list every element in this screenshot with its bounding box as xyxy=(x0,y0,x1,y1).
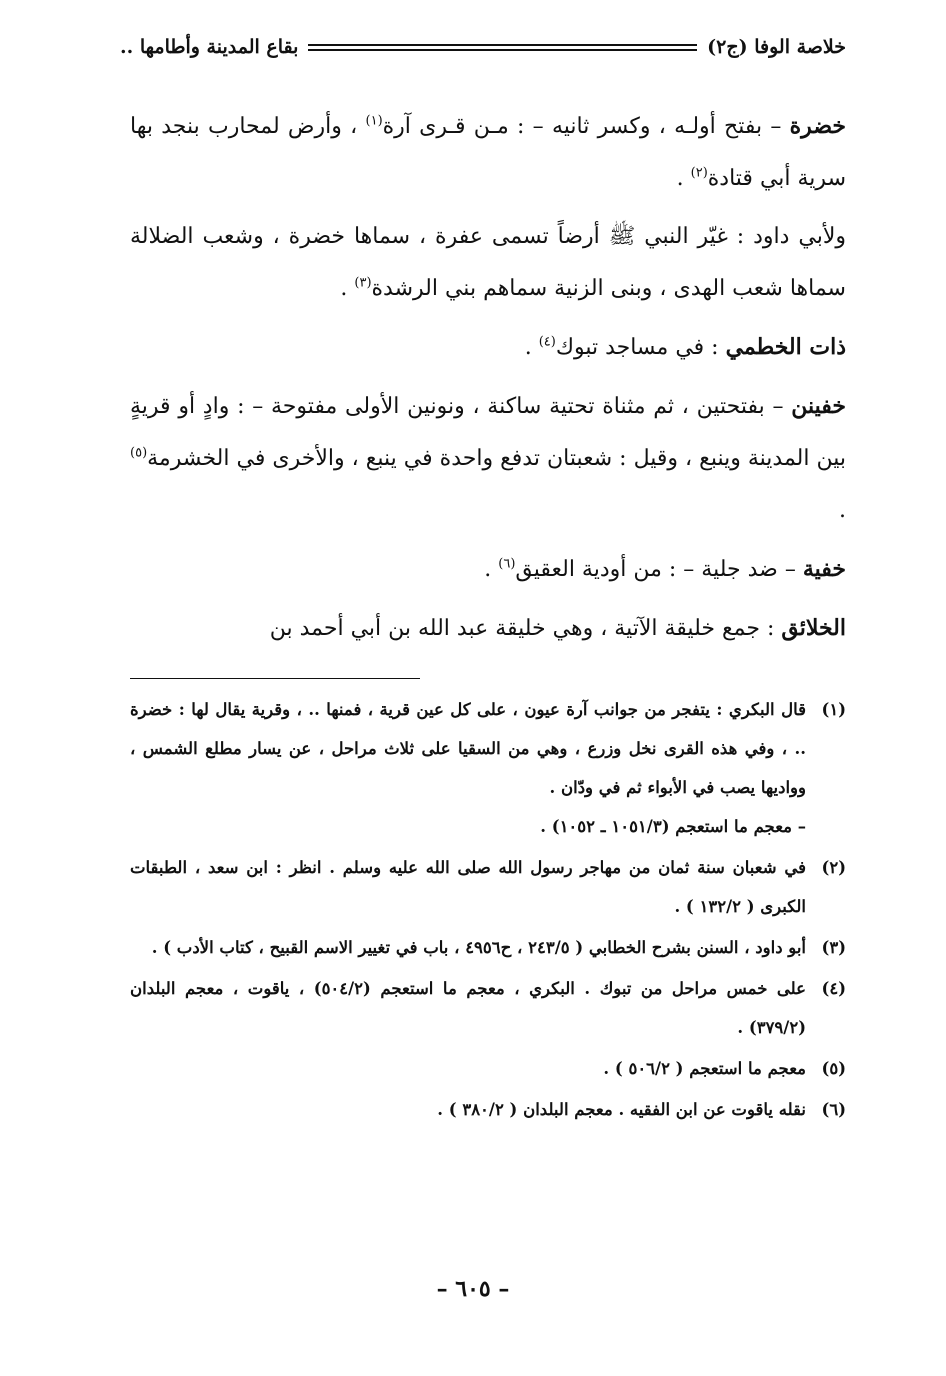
entry-text: ولأبي داود : غيّر النبي ﷺ أرضاً تسمى عفرة ، سماها خضرة ، وشعب الضلالة سماها شعب الهدى ، وبنى الزنية سماهم بني الرشدة xyxy=(130,224,846,301)
footnote-ref: (٣) xyxy=(354,275,372,291)
main-text xyxy=(130,100,846,661)
entry-paragraph xyxy=(130,543,846,596)
footnote-number: (٤) xyxy=(821,979,846,998)
footnote-number: (٢) xyxy=(821,858,846,877)
footnote xyxy=(130,1090,846,1129)
entry-text: . xyxy=(524,335,539,360)
entry-term: خفينن xyxy=(791,393,846,419)
footnote-body xyxy=(130,848,806,926)
footnote xyxy=(130,1049,846,1088)
entry-text: . xyxy=(484,557,499,582)
footnote-number: (١) xyxy=(821,700,846,719)
entry-text: – بفتح أولـه ، وكسر ثانيه – : مـن قـرى آرة xyxy=(382,114,790,139)
entry-term: خفية xyxy=(802,556,846,582)
footnote-line: قال البكري : يتفجر من جوانب آرة عيون ، على كل عين قرية ، فمنها .. ، وقرية يقال لها : خضرة .. ، وفي هذه القرى نخل وزرع ، وهي من السقيا على ثلاث مراحل ، عن يسار مطلع الشمس ، وواديها يصب في الأبواء ثم في ودّان . xyxy=(130,700,806,797)
entry-paragraph xyxy=(130,380,846,537)
entry-term: خضرة xyxy=(789,113,846,139)
footnote-ref: (١) xyxy=(365,113,383,129)
footnote-line: في شعبان سنة ثمان من مهاجر رسول الله صلى الله عليه وسلم . انظر : ابن سعد ، الطبقات الكبرى ( ١٣٢/٢ ) . xyxy=(130,858,806,916)
entry-text: – ضد جلية – : من أودية العقيق xyxy=(515,557,803,582)
entry-text: . xyxy=(839,498,846,523)
footnote-body xyxy=(130,969,806,1047)
footnote xyxy=(130,848,846,926)
footnote-line: أبو داود ، السنن بشرح الخطابي ( ٢٤٣/٥ ، ح٤٩٥٦ ، باب في تغيير الاسم القبيح ، كتاب الأدب ) . xyxy=(151,938,806,957)
footnote-number: (٦) xyxy=(821,1100,846,1119)
footnote-line: – معجم ما استعجم (١٠٥١/٣ ـ ١٠٥٢) . xyxy=(540,817,806,836)
running-header xyxy=(120,30,846,64)
footnote-line: معجم ما استعجم ( ٥٠٦/٢ ) . xyxy=(603,1059,806,1078)
page-number: – ٦٠٥ – xyxy=(436,1276,510,1302)
footnote-ref: (٦) xyxy=(498,556,516,572)
footnote-number: (٣) xyxy=(821,938,846,957)
entry-paragraph xyxy=(130,100,846,205)
footnote xyxy=(130,928,846,967)
footnote-body xyxy=(130,928,806,967)
footnote-number: (٥) xyxy=(821,1059,846,1078)
entry-paragraph xyxy=(130,211,846,315)
footnote-line: على خمس مراحل من تبوك . البكري ، معجم ما استعجم (٥٠٤/٢) ، ياقوت ، معجم البلدان (٣٧٩/٢) . xyxy=(130,979,806,1037)
entry-text: : جمع خليقة الآتية ، وهي خليقة عبد الله بن أبي أحمد بن xyxy=(269,616,782,641)
entry-text: . xyxy=(340,276,355,301)
footnote-separator xyxy=(130,678,420,679)
entry-text: ، وأرض لمحارب بنجد بها سرية أبي قتادة xyxy=(130,114,846,191)
footnote xyxy=(130,969,846,1047)
footnote-ref: (٢) xyxy=(690,165,708,181)
entry-paragraph xyxy=(130,602,846,655)
header-section-title: بقاع المدينة وأطامها .. xyxy=(120,36,299,58)
footnote-body xyxy=(130,690,806,846)
footnote-body xyxy=(130,1049,806,1088)
footnote-ref: (٥) xyxy=(130,445,148,461)
footnotes xyxy=(130,690,846,1131)
entry-term: ذات الخطمي xyxy=(725,334,846,360)
entry-text: : في مساجد تبوك xyxy=(555,335,726,360)
footnote xyxy=(130,690,846,846)
entry-text: – بفتحتين ، ثم مثناة تحتية ساكنة ، ونونين الأولى مفتوحة – : وادٍ أو قريةٍ بين المدينة وينبع ، وقيل : شعبتان تدفع واحدة في ينبع ، والأخرى في الخشرمة xyxy=(130,394,846,471)
entry-paragraph xyxy=(130,321,846,374)
footnote-ref: (٤) xyxy=(538,334,556,350)
entry-term: الخلائق xyxy=(781,615,846,641)
header-volume-title: خلاصة الوفا (ج٢) xyxy=(707,36,846,58)
header-rule xyxy=(308,44,697,51)
entry-text: . xyxy=(676,166,691,191)
footnote-line: نقله ياقوت عن ابن الفقيه . معجم البلدان ( ٣٨٠/٢ ) . xyxy=(437,1100,806,1119)
footnote-body xyxy=(130,1090,806,1129)
